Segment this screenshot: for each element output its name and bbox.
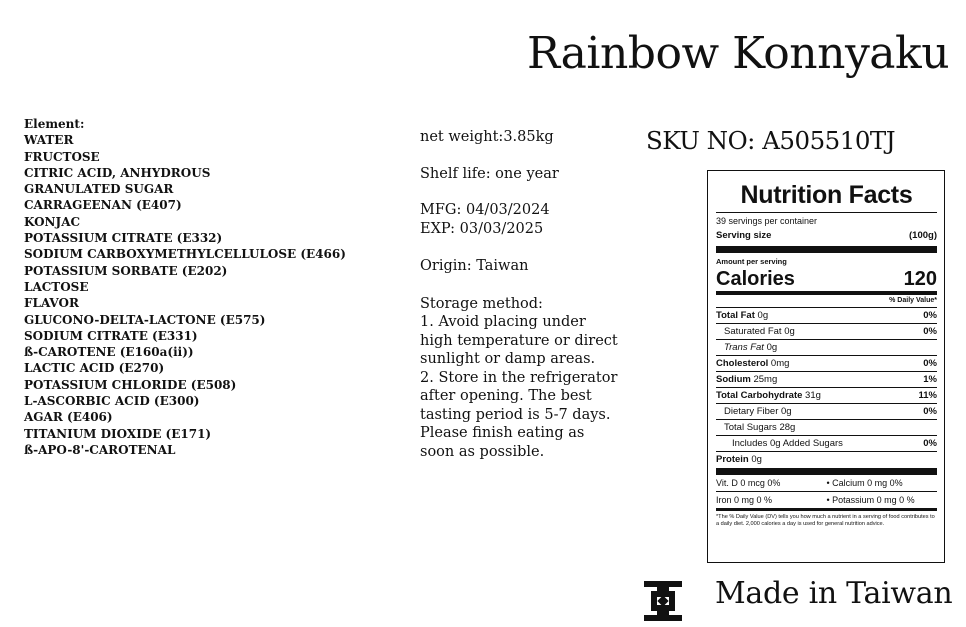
total-carbohydrate-label: Total Carbohydrate (716, 390, 803, 401)
nutrition-facts-panel (707, 170, 945, 563)
product-title: Rainbow Konnyaku (527, 28, 950, 79)
ingredient-item: GRANULATED SUGAR (24, 182, 174, 197)
origin: Origin: Taiwan (420, 258, 529, 274)
calories-row (716, 267, 937, 291)
servings-per-container: 39 servings per container (716, 216, 818, 226)
storage-line: soon as possible. (420, 443, 545, 460)
potassium: • Potassium 0 mg 0 % (826, 495, 915, 505)
ingredient-item: FLAVOR (24, 296, 79, 311)
vitamin-row-1 (716, 475, 937, 491)
dietary-fiber-dv: 0% (923, 406, 937, 417)
ingredient-item: CARRAGEENAN (E407) (24, 198, 182, 213)
total-carbohydrate-amount: 31g (805, 390, 821, 401)
storage-line: after opening. The best (420, 388, 592, 404)
calories-value: 120 (903, 268, 937, 290)
saturated-fat-row (716, 323, 937, 339)
trans-fat-row (716, 339, 937, 355)
sku-number: SKU NO: A505510TJ (646, 126, 896, 155)
product-info (420, 128, 670, 461)
ingredient-item: FRUCTOSE (24, 149, 100, 164)
ingredient-item: TITANIUM DIOXIDE (E171) (24, 426, 212, 441)
sodium-amount: 25mg (753, 374, 778, 385)
taiwan-recycle-icon (640, 580, 686, 622)
total-carbohydrate-dv: 11% (918, 390, 937, 401)
ingredient-item: L-ASCORBIC ACID (E300) (24, 394, 200, 409)
added-sugars-row (716, 435, 937, 451)
sodium-dv: 1% (923, 374, 937, 385)
storage-line: high temperature or direct (420, 332, 618, 349)
mfg-date: MFG: 04/03/2024 (420, 202, 550, 218)
saturated-fat-label: Saturated Fat 0g (724, 326, 795, 337)
ingredient-item: GLUCONO-DELTA-LACTONE (E575) (24, 312, 266, 327)
iron: Iron 0 mg 0 % (716, 495, 773, 505)
storage-line: 2. Store in the refrigerator (420, 369, 618, 386)
ingredients-heading: Element: (24, 117, 85, 131)
cholesterol-amount: 0mg (770, 358, 790, 369)
total-fat-dv: 0% (923, 310, 937, 321)
cholesterol-row (716, 355, 937, 371)
exp-date: EXP: 03/03/2025 (420, 220, 544, 237)
trans-fat-label: Trans Fat (724, 342, 764, 353)
ingredients-list (24, 116, 346, 458)
dietary-fiber-row (716, 403, 937, 419)
storage-line: Please finish eating as (420, 425, 585, 441)
ingredient-item: SODIUM CITRATE (E331) (24, 328, 198, 343)
ingredient-item: AGAR (E406) (24, 410, 113, 425)
ingredient-item: POTASSIUM CHLORIDE (E508) (24, 377, 237, 392)
calories-label: Calories (716, 268, 795, 290)
saturated-fat-dv: 0% (923, 326, 937, 337)
ingredient-item: POTASSIUM SORBATE (E202) (24, 263, 228, 278)
storage-line: 1. Avoid placing under (420, 314, 586, 330)
amount-per-serving: Amount per serving (716, 257, 787, 266)
sodium-row (716, 371, 937, 387)
serving-size-value: (100g) (909, 230, 937, 241)
total-fat-row (716, 307, 937, 323)
vitamin-d: Vit. D 0 mcg 0% (716, 478, 781, 488)
ingredient-item: CITRIC ACID, ANHYDROUS (24, 165, 211, 180)
vitamin-row-2 (716, 492, 937, 508)
protein-row (716, 451, 937, 467)
daily-value-footnote: *The % Daily Value (DV) tells you how much a nutrient in a serving of food contributes to a daily diet. 2,000 calories a day is used for general nutrition advice. (716, 514, 935, 527)
sodium-label: Sodium (716, 374, 751, 385)
trans-fat-amount: 0g (766, 342, 778, 353)
total-sugars-row (716, 419, 937, 435)
dietary-fiber-label: Dietary Fiber 0g (724, 406, 792, 417)
cholesterol-dv: 0% (923, 358, 937, 369)
ingredient-item: POTASSIUM CITRATE (E332) (24, 231, 223, 246)
calcium: • Calcium 0 mg 0% (826, 478, 903, 488)
protein-label: Protein (716, 454, 749, 465)
total-fat-label: Total Fat (716, 310, 755, 321)
total-fat-amount: 0g (757, 310, 769, 321)
made-in-taiwan: Made in Taiwan (715, 576, 953, 611)
net-weight: net weight:3.85kg (420, 129, 554, 145)
ingredient-item: KONJAC (24, 214, 81, 229)
total-sugars-label: Total Sugars 28g (724, 422, 796, 433)
ingredient-item: LACTOSE (24, 279, 89, 294)
ingredient-item: WATER (24, 133, 74, 148)
added-sugars-dv: 0% (923, 438, 937, 449)
ingredient-item: LACTIC ACID (E270) (24, 361, 165, 376)
ingredient-item: SODIUM CARBOXYMETHYLCELLULOSE (E466) (24, 247, 346, 262)
protein-amount: 0g (751, 454, 762, 465)
nutrition-facts-title: Nutrition Facts (740, 181, 913, 209)
daily-value-header: % Daily Value* (716, 291, 937, 307)
serving-size-label: Serving size (716, 230, 772, 241)
storage-line: tasting period is 5-7 days. (420, 406, 611, 423)
total-carbohydrate-row (716, 387, 937, 403)
storage-heading: Storage method: (420, 295, 543, 312)
ingredient-item: ß-APO-8'-CAROTENAL (24, 442, 176, 457)
added-sugars-label: Includes 0g Added Sugars (732, 438, 843, 449)
serving-size-row (716, 229, 937, 243)
cholesterol-label: Cholesterol (716, 358, 769, 369)
shelf-life: Shelf life: one year (420, 165, 559, 182)
storage-line: sunlight or damp areas. (420, 351, 596, 367)
ingredient-item: ß-CAROTENE (E160a(ii)) (24, 345, 194, 360)
